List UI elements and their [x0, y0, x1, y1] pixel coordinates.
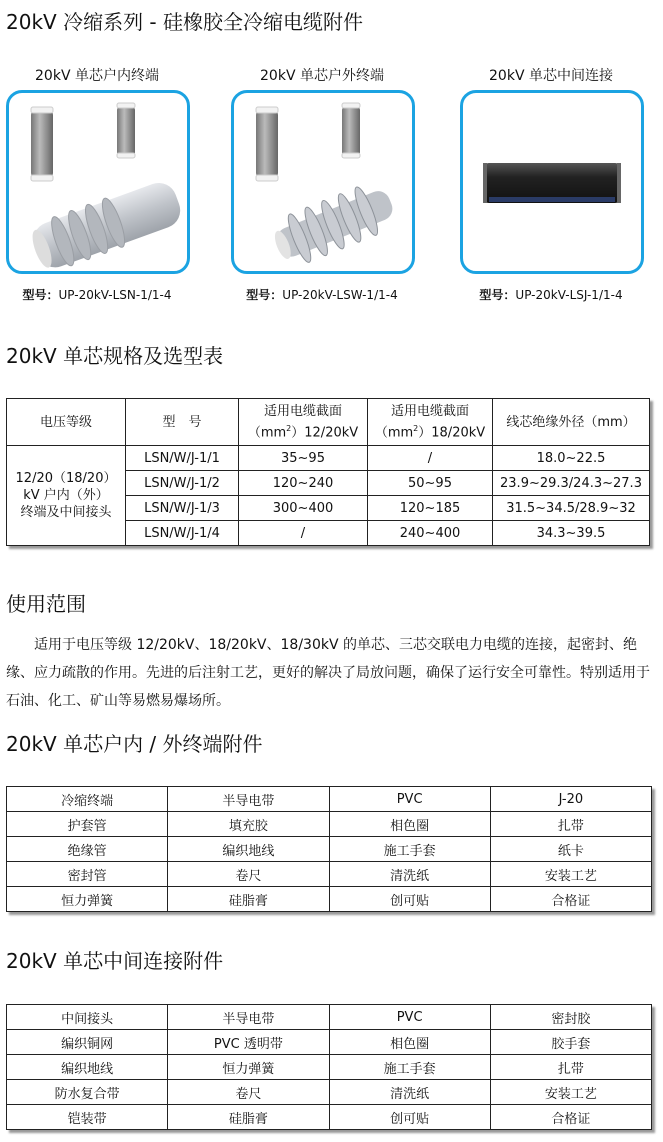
- table-row: [7, 446, 650, 471]
- terminal-accessories-table: [6, 786, 652, 912]
- table-row: [7, 1005, 652, 1030]
- table-cell: 创可贴: [329, 887, 490, 912]
- table-cell: 卷尺: [168, 1080, 329, 1105]
- header-diameter: 线芯绝缘外径（mm）: [493, 399, 650, 446]
- usage-paragraph: 适用于电压等级 12/20kV、18/20kV、18/30kV 的单芯、三芯交联电力电缆的连接，起密封、绝缘、应力疏散的作用。先进的后注射工艺，更好的解决了局放问题，确保了运行安全可靠性。特别适用于石油、化工、矿山等易燃易爆场所。: [6, 637, 650, 709]
- table-cell: 硅脂膏: [168, 887, 329, 912]
- area2-cell: 240~400: [368, 521, 493, 546]
- area2-cell: 50~95: [368, 471, 493, 496]
- table-row: [7, 812, 652, 837]
- product-title: 20kV 单芯中间连接: [489, 68, 613, 84]
- usage-heading: 使用范围: [6, 592, 86, 616]
- table-cell: 中间接头: [7, 1005, 168, 1030]
- table-cell: 清洗纸: [329, 862, 490, 887]
- table-cell: PVC: [329, 787, 490, 812]
- product-card-joint: [460, 66, 642, 303]
- table-cell: PVC: [329, 1005, 490, 1030]
- table-cell: 相色圈: [329, 812, 490, 837]
- table-cell: 胶手套: [490, 1030, 651, 1055]
- table-cell: 冷缩终端: [7, 787, 168, 812]
- voltage-cell: 12/20（18/20） kV 户内（外） 终端及中间接头: [7, 446, 126, 546]
- table-cell: 纸卡: [490, 837, 651, 862]
- product-title: 20kV 单芯户外终端: [260, 68, 384, 84]
- header-model: 型 号: [126, 399, 239, 446]
- table-cell: 编织地线: [168, 837, 329, 862]
- table-cell: 防水复合带: [7, 1080, 168, 1105]
- spec-heading: 20kV 单芯规格及选型表: [6, 344, 224, 368]
- table-row: [7, 1055, 652, 1080]
- product-image-frame: [231, 90, 415, 274]
- model-cell: LSN/W/J-1/4: [126, 521, 239, 546]
- table-cell: 恒力弹簧: [168, 1055, 329, 1080]
- area1-cell: /: [239, 521, 368, 546]
- table-cell: 半导电带: [168, 787, 329, 812]
- product-model: 型号：UP-20kV-LSW-1/1-4: [246, 288, 398, 302]
- header-voltage: 电压等级: [7, 399, 126, 446]
- table-cell: 安装工艺: [490, 1080, 651, 1105]
- header-area-18-20: 适用电缆截面 $(mm^2)18/20kV$: [368, 399, 493, 446]
- product-model: 型号：UP-20kV-LSN-1/1-4: [22, 288, 172, 302]
- table-cell: 相色圈: [329, 1030, 490, 1055]
- diameter-cell: 31.5~34.5/28.9~32: [493, 496, 650, 521]
- product-image-frame: [460, 90, 644, 274]
- diameter-cell: 23.9~29.3/24.3~27.3: [493, 471, 650, 496]
- area1-cell: 300~400: [239, 496, 368, 521]
- table-cell: 铠装带: [7, 1105, 168, 1130]
- table-row: [7, 837, 652, 862]
- table-row: [7, 1080, 652, 1105]
- area2-cell: 120~185: [368, 496, 493, 521]
- indoor-terminal-image: [9, 93, 187, 271]
- table-cell: 安装工艺: [490, 862, 651, 887]
- product-image-frame: [6, 90, 190, 274]
- table-cell: 护套管: [7, 812, 168, 837]
- model-cell: LSN/W/J-1/3: [126, 496, 239, 521]
- spec-table: [6, 398, 650, 546]
- table-row: [7, 887, 652, 912]
- table-cell: 半导电带: [168, 1005, 329, 1030]
- terminal-accessories-heading: 20kV 单芯户内 / 外终端附件: [6, 732, 263, 756]
- table-cell: 绝缘管: [7, 837, 168, 862]
- page-title: 20kV 冷缩系列 - 硅橡胶全冷缩电缆附件: [6, 10, 364, 34]
- table-cell: 密封胶: [490, 1005, 651, 1030]
- table-cell: 施工手套: [329, 837, 490, 862]
- table-row: [7, 1105, 652, 1130]
- outdoor-terminal-image: [234, 93, 412, 271]
- table-cell: 合格证: [490, 887, 651, 912]
- area2-cell: /: [368, 446, 493, 471]
- table-cell: 扎带: [490, 1055, 651, 1080]
- diameter-cell: 18.0~22.5: [493, 446, 650, 471]
- table-cell: J-20: [490, 787, 651, 812]
- model-cell: LSN/W/J-1/2: [126, 471, 239, 496]
- product-card-indoor-terminal: [6, 66, 188, 303]
- table-row: [7, 787, 652, 812]
- joint-accessories-table: [6, 1004, 652, 1130]
- table-cell: PVC 透明带: [168, 1030, 329, 1055]
- table-header-row: [7, 399, 650, 446]
- area1-cell: 120~240: [239, 471, 368, 496]
- table-row: [7, 862, 652, 887]
- product-card-outdoor-terminal: [231, 66, 413, 303]
- table-cell: 扎带: [490, 812, 651, 837]
- joint-image: [463, 93, 641, 271]
- header-area-12-20: 适用电缆截面 $(mm^2)12/20kV$: [239, 399, 368, 446]
- product-model: 型号：UP-20kV-LSJ-1/1-4: [479, 288, 623, 302]
- table-cell: 恒力弹簧: [7, 887, 168, 912]
- table-cell: 合格证: [490, 1105, 651, 1130]
- joint-accessories-heading: 20kV 单芯中间连接附件: [6, 949, 224, 973]
- table-cell: 填充胶: [168, 812, 329, 837]
- model-cell: LSN/W/J-1/1: [126, 446, 239, 471]
- product-title: 20kV 单芯户内终端: [35, 68, 159, 84]
- table-cell: 编织铜网: [7, 1030, 168, 1055]
- area1-cell: 35~95: [239, 446, 368, 471]
- table-row: [7, 1030, 652, 1055]
- table-cell: 编织地线: [7, 1055, 168, 1080]
- diameter-cell: 34.3~39.5: [493, 521, 650, 546]
- table-cell: 卷尺: [168, 862, 329, 887]
- table-cell: 清洗纸: [329, 1080, 490, 1105]
- table-cell: 硅脂膏: [168, 1105, 329, 1130]
- table-cell: 创可贴: [329, 1105, 490, 1130]
- table-cell: 施工手套: [329, 1055, 490, 1080]
- table-cell: 密封管: [7, 862, 168, 887]
